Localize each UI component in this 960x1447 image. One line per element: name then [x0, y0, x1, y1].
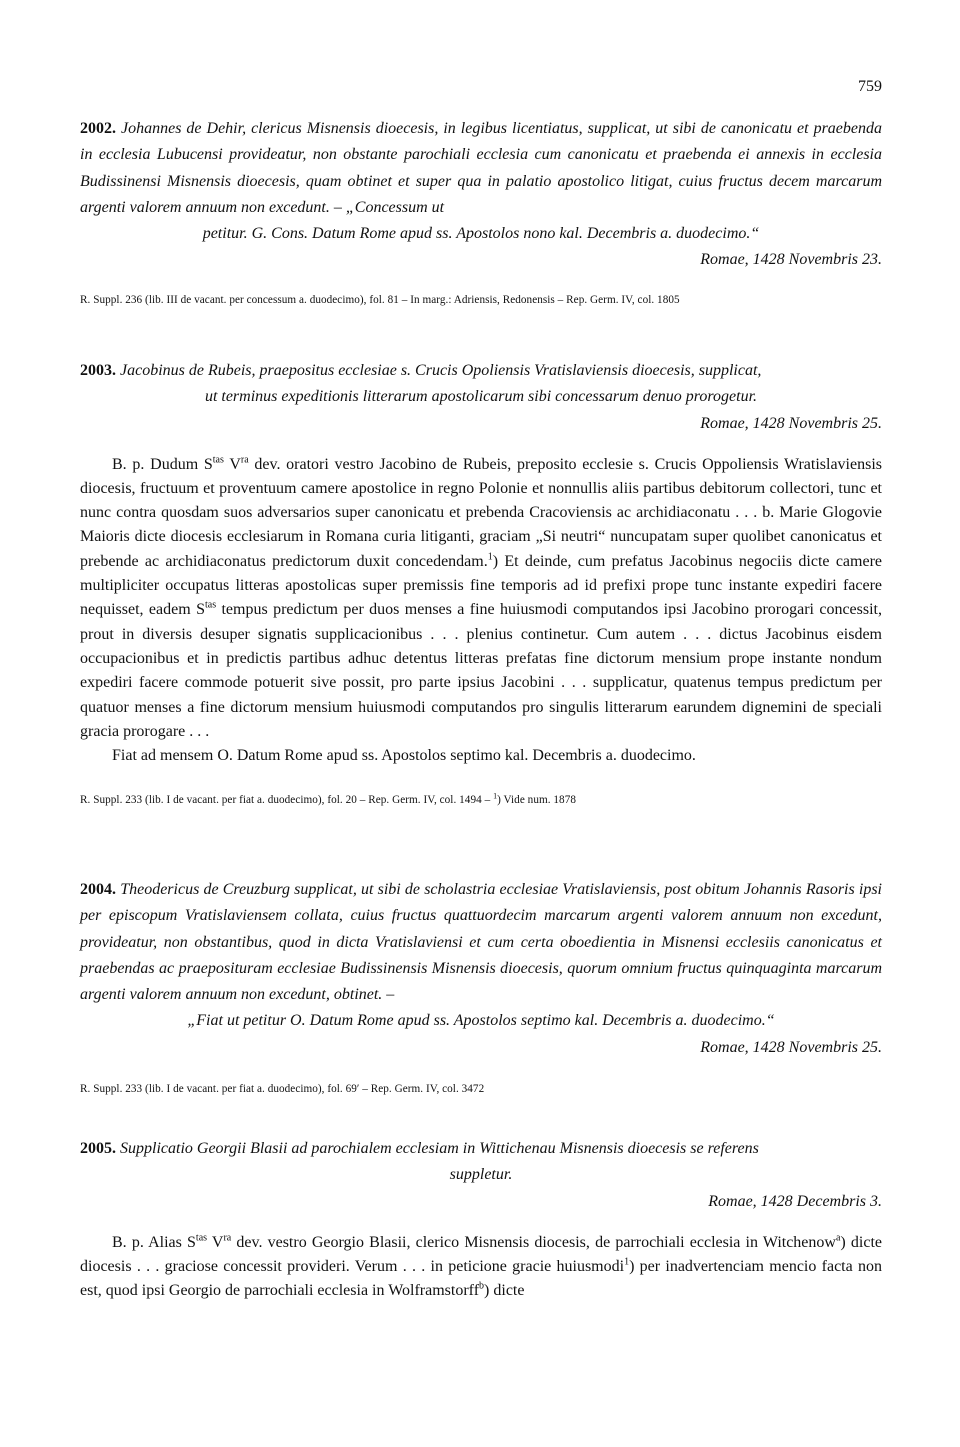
body-text: ) per inadvertenciam mencio facta non est, quod ipsi Georgio de parrochiali ecclesia in Wolframstorff — [80, 1257, 882, 1300]
body-paragraph: Fiat ad mensem O. Datum Rome apud ss. Apostolos septimo kal. Decembris a. duodecimo. — [112, 747, 696, 765]
entry-summary — [80, 358, 882, 411]
footnote-marker: b — [479, 1280, 485, 1292]
entry-source — [80, 792, 882, 808]
summary-text: Johannes de Dehir, clericus Misnensis dioecesis, in legibus licentiatus, supplicat, ut sibi de canonicatu et praebenda in ecclesia Lubucensi provideatur, non obstante parochiali ecclesia cum canonicatu et praebenda ei annexis in ecclesia Budissinensi Misnensis dioecesis, quam obtinet et super qua in palatio apostolico litigat, cuius fructus decem marcarum argenti valorem annuum non excedunt. – „Concessum ut — [80, 120, 882, 216]
superscript: ra — [223, 1232, 232, 1244]
footnote-marker: 1 — [493, 791, 498, 801]
entry-number: 2004. — [80, 881, 116, 898]
body-text: dev. oratori vestro Jacobino de Rubeis, preposito ecclesie s. Crucis Oppoliensis Wratislaviensis diocesis, fructuum et proventuum camere apostolice in regno Polonie et nonnullis aliis partibus debitorum collectori, tunc et nunc contra quosdam suos adversarios super canonicatu et prebenda Cracoviensis ac archidiaconatu . . . b. Marie Glogovie Maioris dicte diocesis ecclesiarum in Romana curia litiganti, graciam „Si neutri“ nuncupatam super quolibet canonicatus et prebende ac archidiaconatus predictorum duxit concedendam. — [80, 455, 882, 570]
superscript: ra — [240, 454, 249, 466]
body-text: V — [207, 1233, 224, 1251]
body-paragraph — [80, 453, 882, 745]
body-text: ) dicte — [484, 1282, 525, 1300]
summary-tail: ut terminus expeditionis litterarum apostolicarum sibi concessarum denuo prorogetur. — [204, 388, 758, 406]
entry-source: R. Suppl. 236 (lib. III de vacant. per concessum a. duodecimo), fol. 81 – In marg.: Adriensis, Redonensis – Rep. Germ. IV, col. 1805 — [80, 294, 680, 307]
summary-tail: petitur. G. Cons. Datum Rome apud ss. Apostolos nono kal. Decembris a. duodecimo.“ — [202, 225, 760, 243]
summary-text: Jacobinus de Rubeis, praepositus ecclesiae s. Crucis Opoliensis Vratislaviensis dioecesis, supplicat, — [120, 362, 762, 379]
source-text: R. Suppl. 233 (lib. I de vacant. per fiat a. duodecimo), fol. 20 – Rep. Germ. IV, col. 1494 – — [80, 794, 494, 807]
body-paragraph — [80, 1231, 882, 1304]
summary-text: Theodericus de Creuzburg supplicat, ut sibi de scholastria ecclesiae Vratislaviensis, post obitum Johannis Rasoris ipsi per episcopum Vratislaviensem collata, cuius fructus quattuordecim marcarum argenti valorem annuum non excedunt, provideatur, non obstantibus, quod in dicta Vratislaviensi et cum certa oboedientia in Misnensi ecclesiis canonicatus et praebendas ac praeposituram ecclesiae Budissinensis Misnensis dioecesis, quorum omnium fructus quinquaginta marcarum argenti valorem annuum non excedunt, obtinet. – — [80, 881, 883, 1004]
entry-date: Romae, 1428 Decembris 3. — [708, 1192, 882, 1210]
entry-body — [80, 453, 882, 769]
entry-number: 2005. — [80, 1140, 116, 1157]
entry-source: R. Suppl. 233 (lib. I de vacant. per fiat a. duodecimo), fol. 69′ – Rep. Germ. IV, col. 3472 — [80, 1082, 485, 1095]
body-text: B. p. Dudum S — [112, 455, 213, 473]
body-text: dev. vestro Georgio Blasii, clerico Misnensis diocesis, de parrochiali ecclesia in Witchenow — [231, 1233, 836, 1251]
entry-2005 — [80, 1136, 882, 1303]
footnote-marker: a — [835, 1232, 841, 1244]
body-text: ) Et deinde, cum prefatus Jacobinus negociis dicte camere multipliciter occupatus litteras apostolicas super premissis fine temporis ad id prefixi prope tunc instante expediri facere nequisset, eadem S — [80, 552, 882, 619]
superscript: tas — [212, 454, 224, 466]
summary-tail: „Fiat ut petitur O. Datum Rome apud ss. Apostolos septimo kal. Decembris a. duodecimo.“ — [187, 1012, 775, 1030]
body-text: B. p. Alias S — [112, 1233, 196, 1251]
entry-summary — [80, 877, 882, 1035]
footnote-marker: 1 — [624, 1256, 630, 1268]
entry-2002 — [80, 116, 882, 308]
footnote-marker: 1 — [487, 551, 493, 563]
entry-2003 — [80, 358, 882, 808]
entry-body — [80, 1231, 882, 1304]
summary-text: Supplicatio Georgii Blasii ad parochialem ecclesiam in Wittichenau Misnensis dioecesis se referens — [120, 1140, 759, 1157]
entry-number: 2003. — [80, 362, 116, 379]
superscript: tas — [204, 600, 217, 612]
entry-date: Romae, 1428 Novembris 25. — [700, 1038, 882, 1056]
body-text: ) dicte diocesis . . . graciose concessit provideri. Verum . . . in peticione gracie huiusmodi — [80, 1233, 882, 1275]
summary-tail: suppletur. — [449, 1166, 513, 1184]
entry-summary — [80, 1136, 882, 1189]
source-text: ) Vide num. 1878 — [497, 794, 576, 807]
entry-2004 — [80, 877, 882, 1097]
body-text: tempus predictum per duos menses a fine huiusmodi computandos ipsi Jacobino prorogari concessit, prout in diversis desuper signatis supplicacionibus . . . plenius continetur. Cum autem . . . dictus Jacobinus eisdem occupacionibus et in predictis partibus adhuc detentus litteras prefatas fine dictorum mensium prope instante nondum expediri facere commode potuerit sive possit, pro parte ipsius Jacobini . . . supplicatur, quatenus tempus predictum per quatuor menses a fine dictorum mensium huiusmodi computandos pro singulis litterarum earundem dignemini de speciali gracia prorogare . . . — [80, 601, 883, 740]
entry-date: Romae, 1428 Novembris 23. — [700, 251, 882, 269]
page-number: 759 — [858, 78, 882, 95]
entry-summary — [80, 116, 882, 247]
superscript: tas — [195, 1232, 208, 1244]
entry-date: Romae, 1428 Novembris 25. — [700, 414, 882, 432]
body-text: V — [223, 455, 241, 473]
entry-number: 2002. — [80, 120, 116, 137]
